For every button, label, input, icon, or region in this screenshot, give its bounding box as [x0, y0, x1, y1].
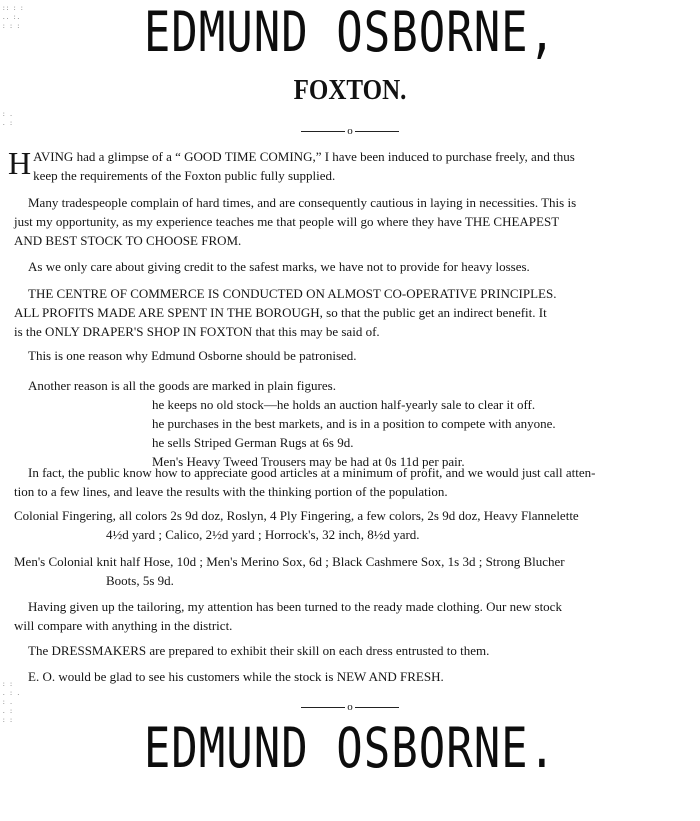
margin-noise: : : . : . : . . : : :	[2, 681, 21, 724]
margin-noise: :: : : .. :. : : :	[2, 5, 24, 30]
paragraph-in-fact: In fact, the public know how to appreciate good articles at a minimum of profit, and we would just call atten- tion to a few lines, and leave the results with the thinking portion of the population.	[14, 465, 596, 499]
margin-noise: : . . :	[2, 111, 13, 127]
list-item: he sells Striped German Rugs at 6s 9d.	[152, 435, 354, 450]
paragraph-commerce: THE CENTRE OF COMMERCE IS CONDUCTED ON ALMOST CO-OPERATIVE PRINCIPLES. ALL PROFITS MADE ARE SPENT IN THE BOROUGH, so that the public get an indirect benefit. It is the ONLY DRAPER'S SHOP IN FOXTON that this may be said of.	[14, 286, 557, 339]
paragraph-closing: E. O. would be glad to see his customers while the stock is NEW AND FRESH.	[28, 669, 444, 684]
list-item: he keeps no old stock—he holds an auction half-yearly sale to clear it off.	[152, 397, 536, 412]
masthead-name: EDMUND OSBORNE,	[143, 1, 557, 65]
paragraph-intro: H AVING had a glimpse of a “ GOOD TIME COMING,” I have been induced to purchase freely, and thus keep the requirements of the Foxton public fully supplied.	[8, 145, 575, 183]
paragraph-tailoring: Having given up the tailoring, my attention has been turned to the ready made clothing. Our new stock will compare with anything in the district.	[14, 599, 562, 633]
drop-cap: H	[8, 145, 32, 181]
paragraph-credit: As we only care about giving credit to the safest marks, we have not to provide for heavy losses.	[28, 259, 530, 274]
paragraph-hose-prices: Men's Colonial knit half Hose, 10d ; Men's Merino Sox, 6d ; Black Cashmere Sox, 1s 3d ; Strong Blucher Boots, 5s 9d.	[14, 554, 565, 588]
paragraph-hard-times: Many tradespeople complain of hard times, and are consequently cautious in laying in necessities. This is just my opportunity, as my experience teaches me that people will go where they have THE CHEAPEST AND BEST STOCK TO CHOOSE FROM.	[14, 195, 577, 248]
masthead-place: FOXTON.	[293, 74, 407, 106]
list-item: he purchases in the best markets, and is in a position to compete with anyone.	[152, 416, 556, 431]
paragraph-dressmakers: The DRESSMAKERS are prepared to exhibit their skill on each dress entrusted to them.	[28, 643, 490, 658]
paragraph-fingering-prices: Colonial Fingering, all colors 2s 9d doz, Roslyn, 4 Ply Fingering, a few colors, 2s 9d doz, Heavy Flannelette 4½d yard ; Calico, 2½d yard ; Horrock's, 32 inch, 8½d yard.	[14, 508, 579, 542]
paragraph-reason: This is one reason why Edmund Osborne should be patronised.	[28, 348, 357, 363]
ornament-divider: o	[0, 702, 700, 713]
ornament-divider: o	[0, 126, 700, 137]
paragraph-reasons-list: Another reason is all the goods are marked in plain figures. he keeps no old stock—he holds an auction half-yearly sale to clear it off. he purchases in the best markets, and is in a position to compete with anyone. he sells Striped German Rugs at 6s 9d. Men's Heavy Tweed Trousers may be had at 0s 11d per pair.	[14, 376, 700, 471]
footer-name: EDMUND OSBORNE.	[143, 717, 557, 781]
list-item: Men's Heavy Tweed Trousers may be had at 0s 11d per pair.	[152, 454, 465, 469]
